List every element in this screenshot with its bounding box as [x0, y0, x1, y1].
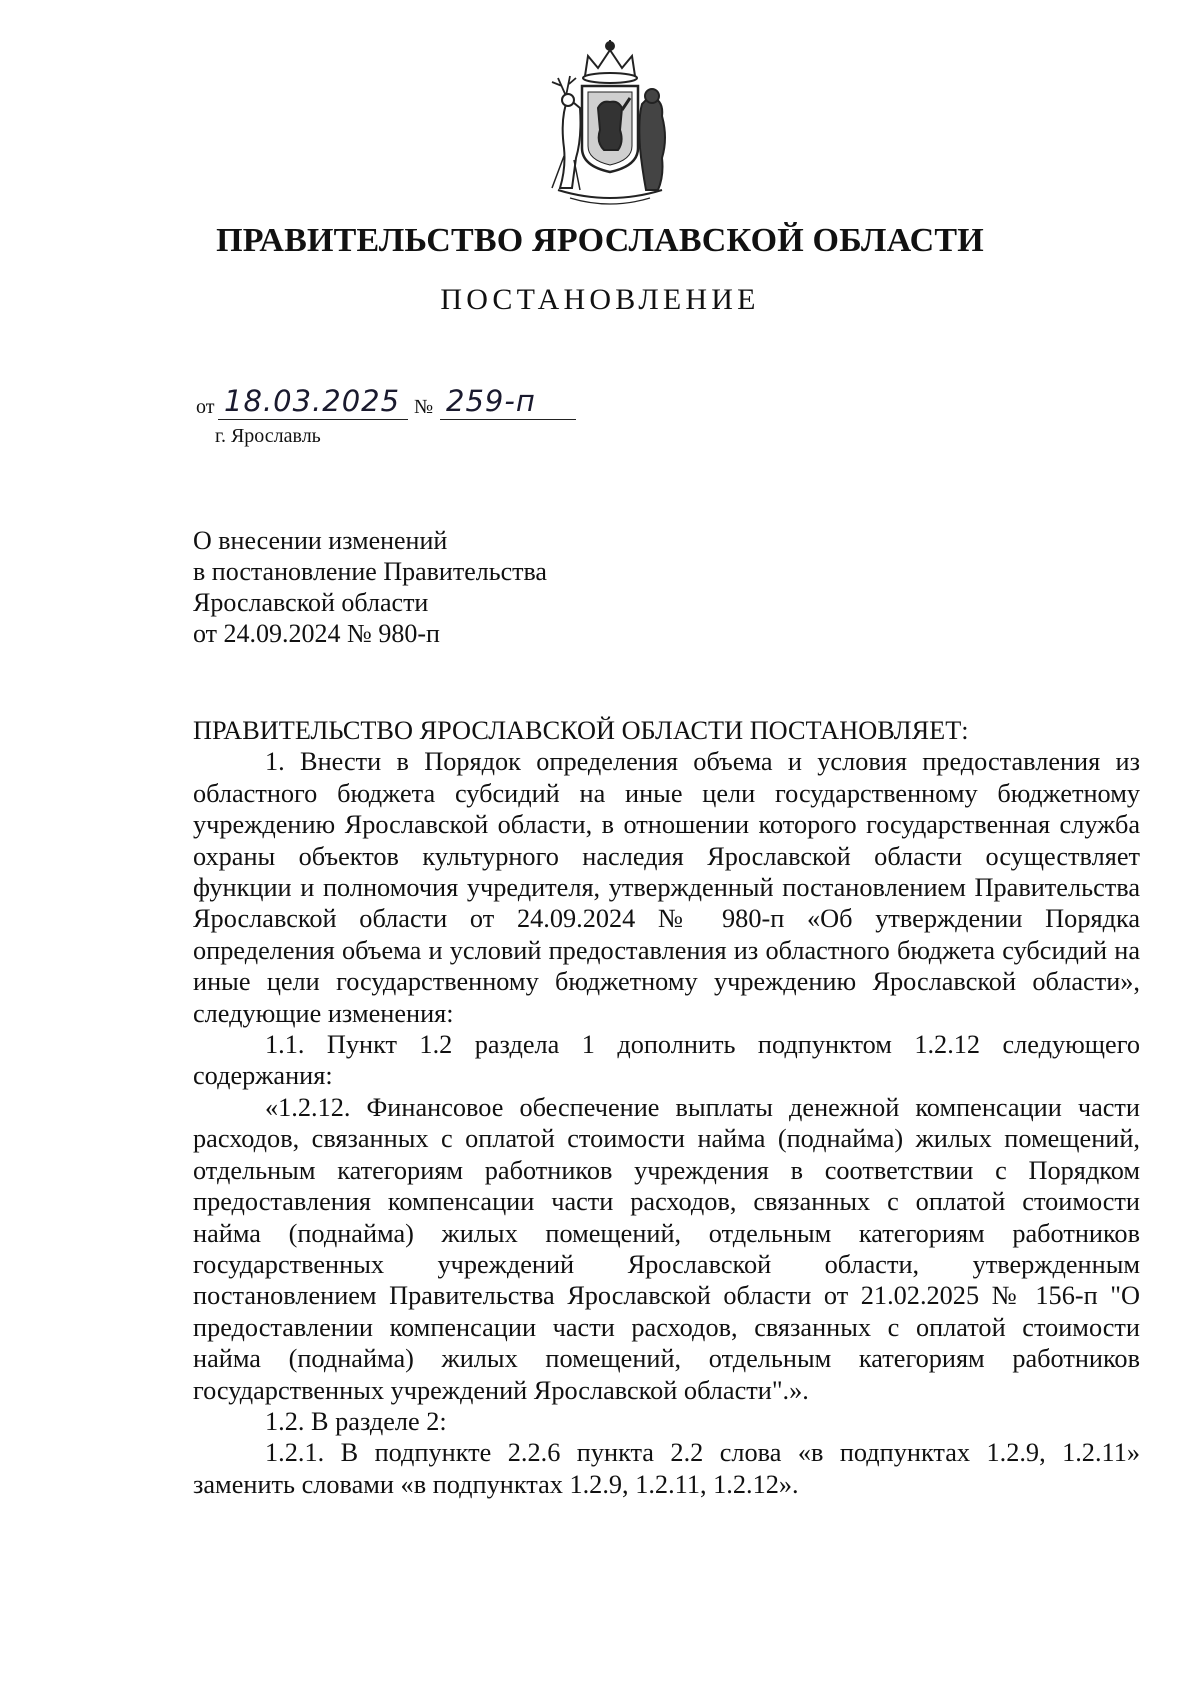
number-underline	[440, 419, 576, 420]
document-subject	[193, 525, 547, 649]
date-underline	[218, 419, 408, 420]
paragraph-1-1: 1.1. Пункт 1.2 раздела 1 дополнить подпунктом 1.2.12 следующего содержания:	[193, 1030, 1140, 1091]
number-label: №	[414, 396, 434, 418]
subject-line: Ярославской области	[193, 588, 429, 617]
resolution-heading: ПРАВИТЕЛЬСТВО ЯРОСЛАВСКОЙ ОБЛАСТИ ПОСТАНОВЛЯЕТ:	[193, 716, 969, 745]
city-name: г. Ярославль	[215, 425, 321, 447]
paragraph-1: 1. Внести в Порядок определения объема и условия предоставления из областного бюджета субсидий на иные цели государственному бюджетному учреждению Ярославской области, в отношении которого государственная служба охраны объектов культурного наследия Ярославской области осуществляет функции и полномочия учредителя, утвержденный постановлением Правительства Ярославской области от 24.09.2024 № 980-п «Об утверждении Порядка определения объема и условий предоставления из областного бюджета субсидий на иные цели государственному бюджетному учреждению Ярославской области», следующие изменения:	[193, 747, 1140, 1028]
paragraph-1-2-1: 1.2.1. В подпункте 2.2.6 пункта 2.2 слова «в подпунктах 1.2.9, 1.2.11» заменить словами «в подпунктах 1.2.9, 1.2.11, 1.2.12».	[193, 1438, 1140, 1499]
subject-line: в постановление Правительства	[193, 557, 547, 586]
paragraph-1-2: 1.2. В разделе 2:	[265, 1406, 447, 1436]
from-label: от	[196, 396, 215, 418]
coat-of-arms-icon	[530, 38, 690, 213]
document-number: 259-п	[446, 384, 536, 418]
document-date: 18.03.2025	[224, 384, 401, 418]
subject-line: от 24.09.2024 № 980-п	[193, 619, 440, 648]
registration-line	[196, 386, 696, 426]
paragraph-1-2-12-quote: «1.2.12. Финансовое обеспечение выплаты денежной компенсации части расходов, связанных с оплатой стоимости найма (поднайма) жилых помещений, отдельным категориям работников учреждения в соответствии с Порядком предоставления компенсации части расходов, связанных с оплатой стоимости найма (поднайма) жилых помещений, отдельным категориям работников государственных учреждений Ярославской области, утвержденным постановлением Правительства Ярославской области от 21.02.2025 № 156-п "О предоставлении компенсации части расходов, связанных с оплатой стоимости найма (поднайма) жилых помещений, отдельным категориям работников государственных учреждений Ярославской области".».	[193, 1092, 1140, 1405]
document-type: ПОСТАНОВЛЕНИЕ	[440, 283, 760, 316]
subject-line: О внесении изменений	[193, 526, 448, 555]
document-body	[193, 715, 1140, 1500]
organization-title: ПРАВИТЕЛЬСТВО ЯРОСЛАВСКОЙ ОБЛАСТИ	[216, 222, 984, 259]
